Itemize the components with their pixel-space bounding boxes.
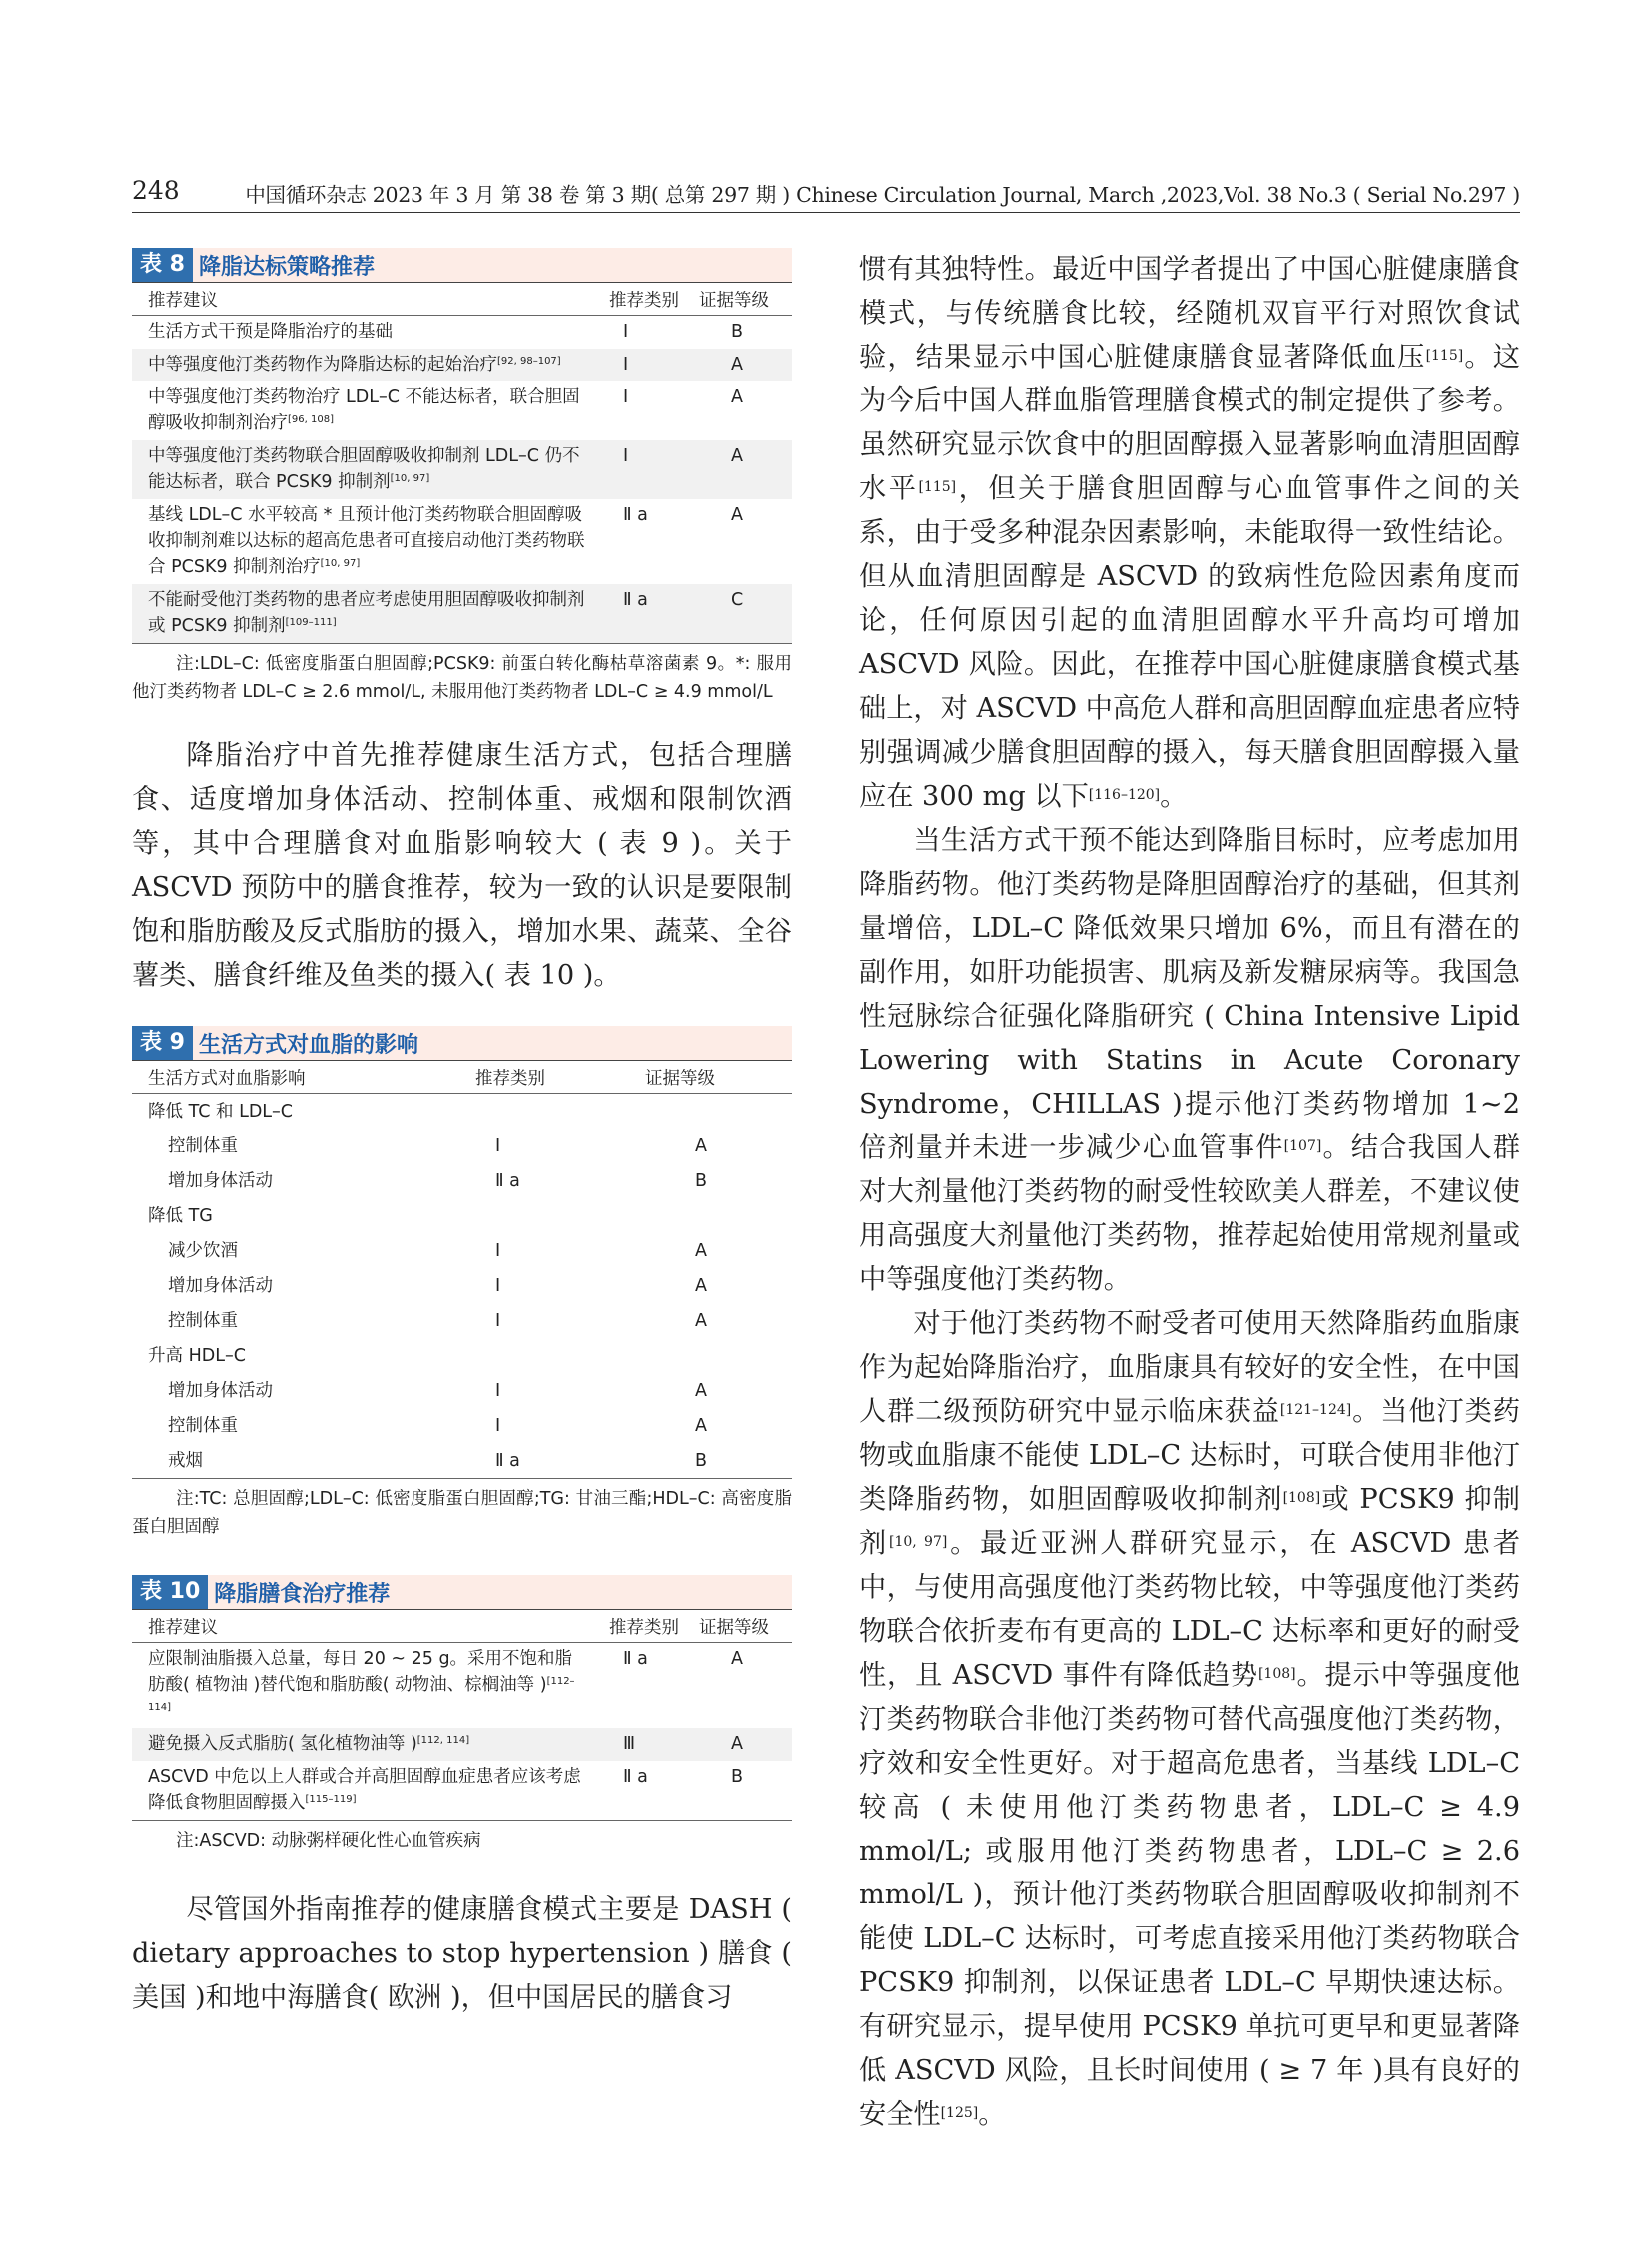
table-9	[132, 1026, 792, 1541]
table-row	[132, 1728, 792, 1761]
table-title: 降脂膳食治疗推荐	[214, 1581, 391, 1607]
table-row	[132, 1094, 792, 1128]
cell-level: A	[731, 1649, 743, 1669]
body-paragraph	[859, 248, 1520, 819]
cell-effect: 戒烟	[168, 1450, 203, 1471]
cell-level: A	[731, 1734, 743, 1754]
table-note: 注:TC: 总胆固醇;LDL–C: 低密度脂蛋白胆固醇;TG: 甘油三酯;HDL–C: 高密度脂蛋白胆固醇	[132, 1478, 792, 1541]
left-column	[132, 248, 792, 2020]
cell-class: Ⅰ	[495, 1380, 501, 1401]
cell-effect: 降低 TG	[148, 1205, 213, 1226]
citation: [115]	[918, 479, 957, 495]
header-class: 推荐类别	[609, 290, 679, 311]
cell-class: Ⅰ	[495, 1310, 501, 1331]
cell-class: Ⅱ a	[623, 590, 648, 610]
cell-level: B	[695, 1170, 708, 1191]
cell-effect: 控制体重	[168, 1135, 238, 1156]
citation: [112–114]	[148, 1676, 575, 1713]
header-recommendation: 推荐建议	[148, 1617, 218, 1638]
cell-recommendation	[132, 1731, 609, 1757]
table-row	[132, 1408, 792, 1443]
cell-text: 应限制油脂摄入总量，每日 20 ~ 25 g。采用不饱和脂肪酸( 植物油 )替代饱和脂肪酸( 动物油、棕榈油等 )	[148, 1649, 573, 1695]
header-recommendation: 推荐建议	[148, 290, 218, 311]
table-row	[132, 1233, 792, 1268]
text: 。提示中等强度他汀类药物联合非他汀类药物可替代高强度他汀类药物，疗效和安全性更好。对于超高危患者，当基线 LDL–C 较高 ( 未使用他汀类药物患者，LDL–C ≥ 4.9 mmol/L; 或服用他汀类药物患者，LDL–C ≥ 2.6 mmol/L )，预计他汀类药物联合胆固醇吸收抑制剂不能使 LDL–C 达标时，可考虑直接采用他汀类药物联合 PCSK9 抑制剂，以保证患者 LDL–C 早期快速达标。有研究显示，提早使用 PCSK9 单抗可更早和更显著降低 ASCVD 风险，且长时间使用 ( ≥ 7 年 )具有良好的安全性	[859, 1660, 1520, 2130]
body-paragraph: 降脂治疗中首先推荐健康生活方式，包括合理膳食、适度增加身体活动、控制体重、戒烟和限制饮酒等，其中合理膳食对血脂影响较大 ( 表 9 )。关于 ASCVD 预防中的膳食推荐，较为一致的认识是要限制饱和脂肪酸及反式脂肪的摄入，增加水果、蔬菜、全谷薯类、膳食纤维及鱼类的摄入( 表 10 )。	[132, 740, 792, 991]
header-level: 证据等级	[699, 290, 769, 311]
text: 对于他汀类药物不耐受者可使用天然降脂药血脂康作为起始降脂治疗，血脂康具有较好的安全性，在中国人群二级预防研究中显示临床获益	[859, 1308, 1520, 1427]
header-effect: 生活方式对血脂影响	[148, 1068, 306, 1089]
table-10	[132, 1575, 792, 1855]
cell-level: C	[731, 590, 744, 610]
table-row	[132, 1128, 792, 1163]
cell-class: Ⅱ a	[623, 1649, 648, 1669]
cell-class: Ⅱ a	[623, 505, 648, 525]
table-row	[132, 1373, 792, 1408]
table-note: 注:LDL–C: 低密度脂蛋白胆固醇;PCSK9: 前蛋白转化酶枯草溶菌素 9。*: 服用他汀类药物者 LDL–C ≥ 2.6 mmol/L, 未服用他汀类药物者 LDL–C ≥ 4.9 mmol/L	[132, 643, 792, 706]
citation: [116–120]	[1088, 787, 1161, 803]
citation: [10, 97]	[889, 1534, 948, 1550]
text: ，但关于膳食胆固醇与心血管事件之间的关系，由于受多种混杂因素影响，未能取得一致性结论。但从血清胆固醇是 ASCVD 的致病性危险因素角度而论，任何原因引起的血清胆固醇水平升高均可增加 ASCVD 风险。因此，在推荐中国心脏健康膳食模式基础上，对 ASCVD 中高危人群和高胆固醇血症患者应特别强调减少膳食胆固醇的摄入，每天膳食胆固醇摄入量应在 300 mg 以下	[859, 473, 1520, 812]
body-paragraph	[859, 819, 1520, 1302]
text: 。这为今后中国人群血脂管理膳食模式的制定提供了参考。虽然研究显示饮食中的胆固醇摄入显著影响血清胆固醇水平	[859, 342, 1520, 504]
cell-recommendation	[132, 587, 609, 639]
cell-class: Ⅰ	[495, 1415, 501, 1436]
cell-class: Ⅰ	[623, 446, 629, 466]
table-row	[132, 1163, 792, 1198]
table-row	[132, 316, 792, 349]
table-8	[132, 248, 792, 706]
cell-class: Ⅱ a	[623, 1767, 648, 1787]
header-class: 推荐类别	[609, 1617, 679, 1638]
citation: [96, 108]	[288, 414, 334, 425]
cell-text: ASCVD 中危以上人群或合并高胆固醇血症患者应该考虑降低食物胆固醇摄入	[148, 1767, 581, 1813]
cell-effect: 升高 HDL–C	[148, 1345, 246, 1366]
citation: [108]	[1282, 1490, 1321, 1506]
table-header-row	[132, 283, 792, 316]
table-title-bar	[132, 1026, 792, 1061]
cell-text: 中等强度他汀类药物作为降脂达标的起始治疗	[148, 355, 497, 375]
table-header-row	[132, 1061, 792, 1094]
cell-recommendation	[132, 319, 609, 345]
text: 当生活方式干预不能达到降脂目标时，应考虑加用降脂药物。他汀类药物是降胆固醇治疗的基础，但其剂量增倍，LDL–C 降低效果只增加 6%，而且有潜在的副作用，如肝功能损害、肌病及新发糖尿病等。我国急性冠脉综合征强化降脂研究 ( China Intensive Lipid Lowering with Statins in Acute Coronary Syndrome，CHILLAS )提示他汀类药物增加 1~2 倍剂量并未进一步减少心血管事件	[859, 825, 1520, 1163]
table-number: 表 8	[132, 248, 193, 282]
cell-level: A	[731, 387, 743, 407]
cell-class: Ⅱ a	[495, 1450, 520, 1471]
table-row	[132, 1198, 792, 1233]
cell-class: Ⅰ	[623, 355, 629, 375]
cell-level: A	[731, 355, 743, 375]
text: 。最近亚洲人群研究显示，在 ASCVD 患者中，与使用高强度他汀类药物比较，中等强度他汀类药物联合依折麦布有更高的 LDL–C 达标率和更好的耐受性，且 ASCVD 事件有降低趋势	[859, 1528, 1521, 1691]
cell-text: 基线 LDL–C 水平较高 * 且预计他汀类药物联合胆固醇吸收抑制剂难以达标的超高危患者可直接启动他汀类药物联合 PCSK9 抑制剂治疗	[148, 505, 585, 577]
table-body	[132, 1643, 792, 1820]
cell-level: A	[731, 505, 743, 525]
cell-class: Ⅰ	[495, 1240, 501, 1261]
body-paragraph: 尽管国外指南推荐的健康膳食模式主要是 DASH ( dietary approaches to stop hypertension ) 膳食 ( 美国 )和地中海膳食( 欧洲 )，但中国居民的膳食习	[132, 1894, 792, 2013]
citation: [115]	[1425, 348, 1464, 364]
body-paragraph	[859, 1302, 1520, 2137]
table-row	[132, 1443, 792, 1478]
cell-level: B	[731, 322, 744, 342]
cell-recommendation	[132, 1764, 609, 1816]
citation: [10, 97]	[320, 558, 361, 569]
text: 或 PCSK9 抑制剂	[859, 1484, 1520, 1559]
cell-text: 避免摄入反式脂肪( 氢化植物油等 )	[148, 1734, 417, 1754]
cell-level: A	[695, 1135, 707, 1156]
cell-recommendation	[132, 384, 609, 436]
table-title-bar	[132, 1575, 792, 1610]
table-row	[132, 349, 792, 381]
cell-level: B	[731, 1767, 744, 1787]
cell-recommendation	[132, 352, 609, 377]
cell-effect: 降低 TC 和 LDL–C	[148, 1101, 294, 1122]
table-body	[132, 316, 792, 643]
cell-level: A	[731, 446, 743, 466]
cell-effect: 减少饮酒	[168, 1240, 238, 1261]
table-row	[132, 499, 792, 584]
citation: [115–119]	[305, 1794, 357, 1805]
cell-effect: 增加身体活动	[168, 1380, 273, 1401]
table-number: 表 10	[132, 1575, 208, 1609]
table-row	[132, 1303, 792, 1338]
cell-class: Ⅲ	[623, 1734, 636, 1754]
journal-citation: 中国循环杂志 2023 年 3 月 第 38 卷 第 3 期( 总第 297 期 ) Chinese Circulation Journal, March ,2023,Vol. 38 No.3 ( Serial No.297 )	[245, 183, 1520, 207]
cell-class: Ⅰ	[623, 322, 629, 342]
page-number: 248	[132, 176, 180, 205]
citation: [112, 114]	[416, 1735, 470, 1746]
right-column	[859, 248, 1520, 2137]
cell-level: A	[695, 1380, 707, 1401]
text: 。当他汀类药物或血脂康不能使 LDL–C 达标时，可联合使用非他汀类降脂药物，如胆固醇吸收抑制剂	[859, 1396, 1520, 1515]
cell-text: 不能耐受他汀类药物的患者应考虑使用胆固醇吸收抑制剂或 PCSK9 抑制剂	[148, 590, 585, 636]
cell-level: A	[695, 1415, 707, 1436]
cell-text: 中等强度他汀类药物治疗 LDL–C 不能达标者，联合胆固醇吸收抑制剂治疗	[148, 387, 580, 433]
cell-level: B	[695, 1450, 708, 1471]
table-row	[132, 1643, 792, 1728]
cell-class: Ⅰ	[495, 1135, 501, 1156]
table-row	[132, 1268, 792, 1303]
table-body	[132, 1094, 792, 1478]
cell-class: Ⅰ	[495, 1275, 501, 1296]
table-row	[132, 1761, 792, 1820]
cell-class: Ⅱ a	[495, 1170, 520, 1191]
table-row	[132, 1338, 792, 1373]
table-row	[132, 584, 792, 643]
cell-class: Ⅰ	[623, 387, 629, 407]
table-row	[132, 381, 792, 440]
text: 。结合我国人群对大剂量他汀类药物的耐受性较欧美人群差，不建议使用高强度大剂量他汀类药物，推荐起始使用常规剂量或中等强度他汀类药物。	[859, 1132, 1520, 1295]
table-header-row	[132, 1610, 792, 1643]
cell-level: A	[695, 1275, 707, 1296]
cell-recommendation	[132, 1646, 609, 1724]
cell-recommendation	[132, 502, 609, 580]
cell-effect: 控制体重	[168, 1415, 238, 1436]
table-title: 降脂达标策略推荐	[198, 254, 375, 280]
citation: [125]	[940, 2105, 979, 2121]
table-note: 注:ASCVD: 动脉粥样硬化性心血管疾病	[132, 1820, 792, 1855]
text: 。	[1160, 781, 1188, 812]
cell-level: A	[695, 1240, 707, 1261]
citation: [108]	[1257, 1666, 1296, 1682]
table-title-bar	[132, 248, 792, 283]
citation: [10, 97]	[390, 473, 430, 484]
cell-text: 中等强度他汀类药物联合胆固醇吸收抑制剂 LDL–C 仍不能达标者，联合 PCSK9 抑制剂	[148, 446, 580, 492]
running-header	[132, 176, 1520, 213]
cell-level: A	[695, 1310, 707, 1331]
text: 。	[978, 2099, 1006, 2130]
citation: [121–124]	[1279, 1402, 1352, 1418]
header-class: 推荐类别	[475, 1068, 545, 1089]
table-title: 生活方式对血脂的影响	[198, 1032, 418, 1058]
cell-effect: 控制体重	[168, 1310, 238, 1331]
cell-recommendation	[132, 443, 609, 495]
table-number: 表 9	[132, 1026, 193, 1060]
cell-text: 生活方式干预是降脂治疗的基础	[148, 322, 393, 342]
cell-effect: 增加身体活动	[168, 1170, 273, 1191]
citation: [109–111]	[285, 617, 337, 628]
citation: [107]	[1283, 1138, 1322, 1154]
citation: [92, 98–107]	[497, 356, 561, 367]
cell-effect: 增加身体活动	[168, 1275, 273, 1296]
text: 惯有其独特性。最近中国学者提出了中国心脏健康膳食模式，与传统膳食比较，经随机双盲平行对照饮食试验，结果显示中国心脏健康膳食显著降低血压	[859, 254, 1520, 373]
header-level: 证据等级	[699, 1617, 769, 1638]
header-level: 证据等级	[645, 1068, 715, 1089]
table-row	[132, 440, 792, 499]
